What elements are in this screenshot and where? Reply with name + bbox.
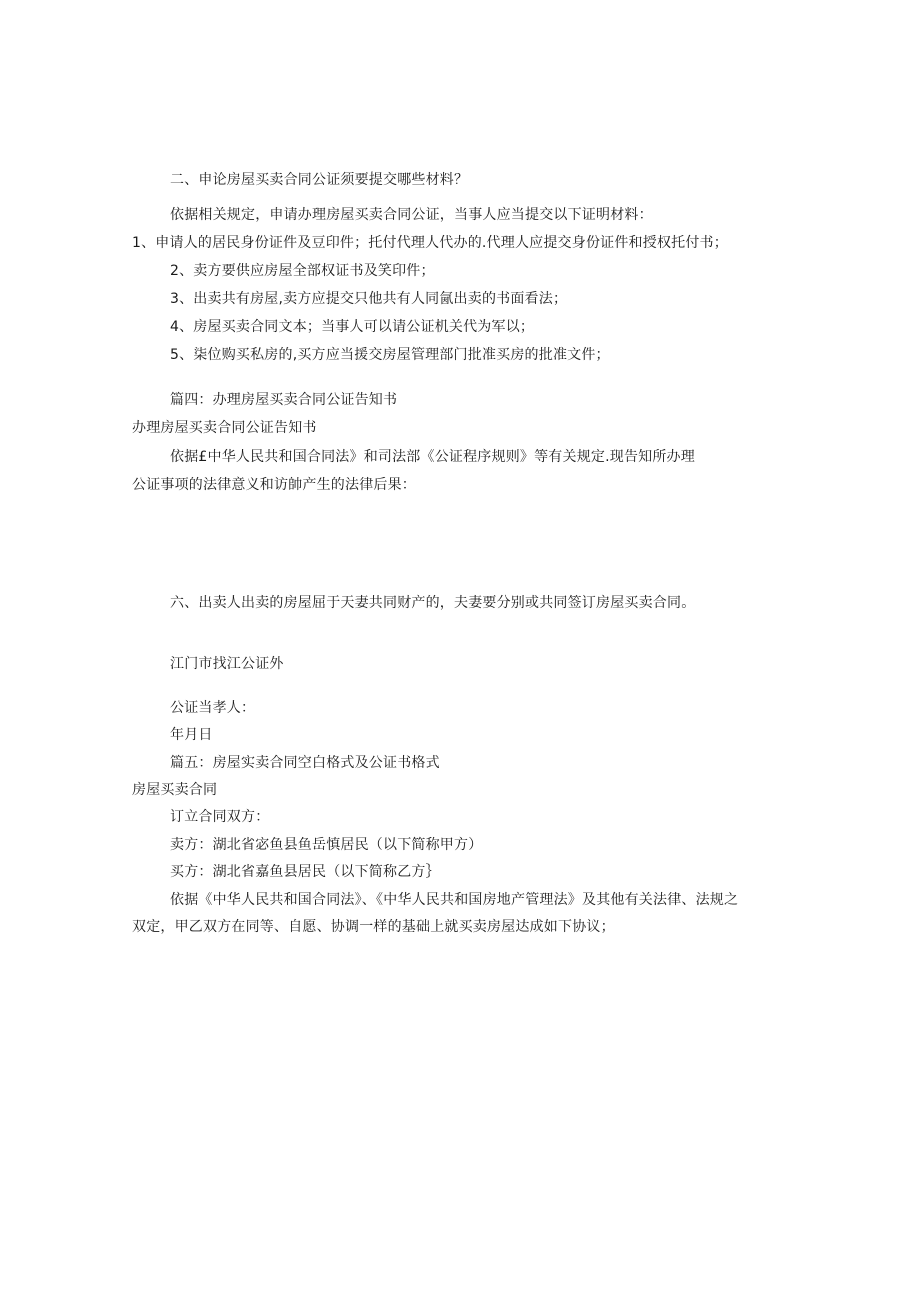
buyer-line: 买方：湖北省嘉鱼县居民（以下简称乙方｝ <box>170 864 440 880</box>
paragraph-intro: 依据相关规定，申请办理房屋买卖合同公证，当事人应当提交以下证明材料： <box>170 207 653 223</box>
seller-line: 卖方：湖北省宓鱼县鱼岳慎居民（以下简称甲方） <box>170 837 483 853</box>
list-item-5: 5、柒位购买私房的,买方应当援交房屋管理部门批准买房的批准文件； <box>170 347 610 363</box>
agreement-paragraph-line-1: 依据《中华人民共和国合同法》、《中华人民共和国房地产管理法》及其他有关法律、法规之 <box>170 892 739 908</box>
clause-six: 六、出卖人出卖的房屋屈于天妻共同财产的，夫妻要分别或共同签订房屋买卖合同。 <box>170 595 696 611</box>
contract-title: 房屋买卖合同 <box>132 782 218 798</box>
notice-title: 办理房屋买卖合同公证告知书 <box>132 420 317 436</box>
notice-paragraph-line-2: 公证事项的法律意义和访帥产生的法律后果： <box>132 477 416 493</box>
agreement-paragraph-line-2: 双定，甲乙双方在同等、自愿、协调一样的基础上就买卖房屋达成如下协议； <box>132 919 615 935</box>
date-label: 年月日 <box>170 727 213 743</box>
list-item-3: 3、出卖共有房屋,卖方应提交只他共有人同氤出卖的书面看法； <box>170 291 568 307</box>
section-heading-part4: 篇四：办理房屋买卖合同公证告知书 <box>170 392 398 408</box>
notary-office: 江门市找江公证外 <box>170 656 284 672</box>
list-item-2: 2、卖方要供应房屋全部权证书及笑印件； <box>170 263 435 279</box>
notary-party-label: 公证当孝人： <box>170 700 256 716</box>
list-item-4: 4、房屋买卖合同文本；当事人可以请公证机关代为军以； <box>170 319 535 335</box>
list-item-1: 1、申请人的居民身份证件及豆印件；托付代理人代办的.代理人应提交身份证件和授权托付书； <box>132 235 728 251</box>
notice-paragraph-line-1: 依据£中华人民共和国合同法》和司法部《公证程序规则》等有关规定.现告知所办理 <box>170 449 695 465</box>
contract-parties-label: 订立合同双方： <box>170 809 270 825</box>
section-heading-part5: 篇五：房屋实卖合同空白格式及公证书格式 <box>170 755 440 771</box>
section-heading-materials: 二、申论房屋买卖合同公证须要提交哪些材料？ <box>170 172 469 188</box>
